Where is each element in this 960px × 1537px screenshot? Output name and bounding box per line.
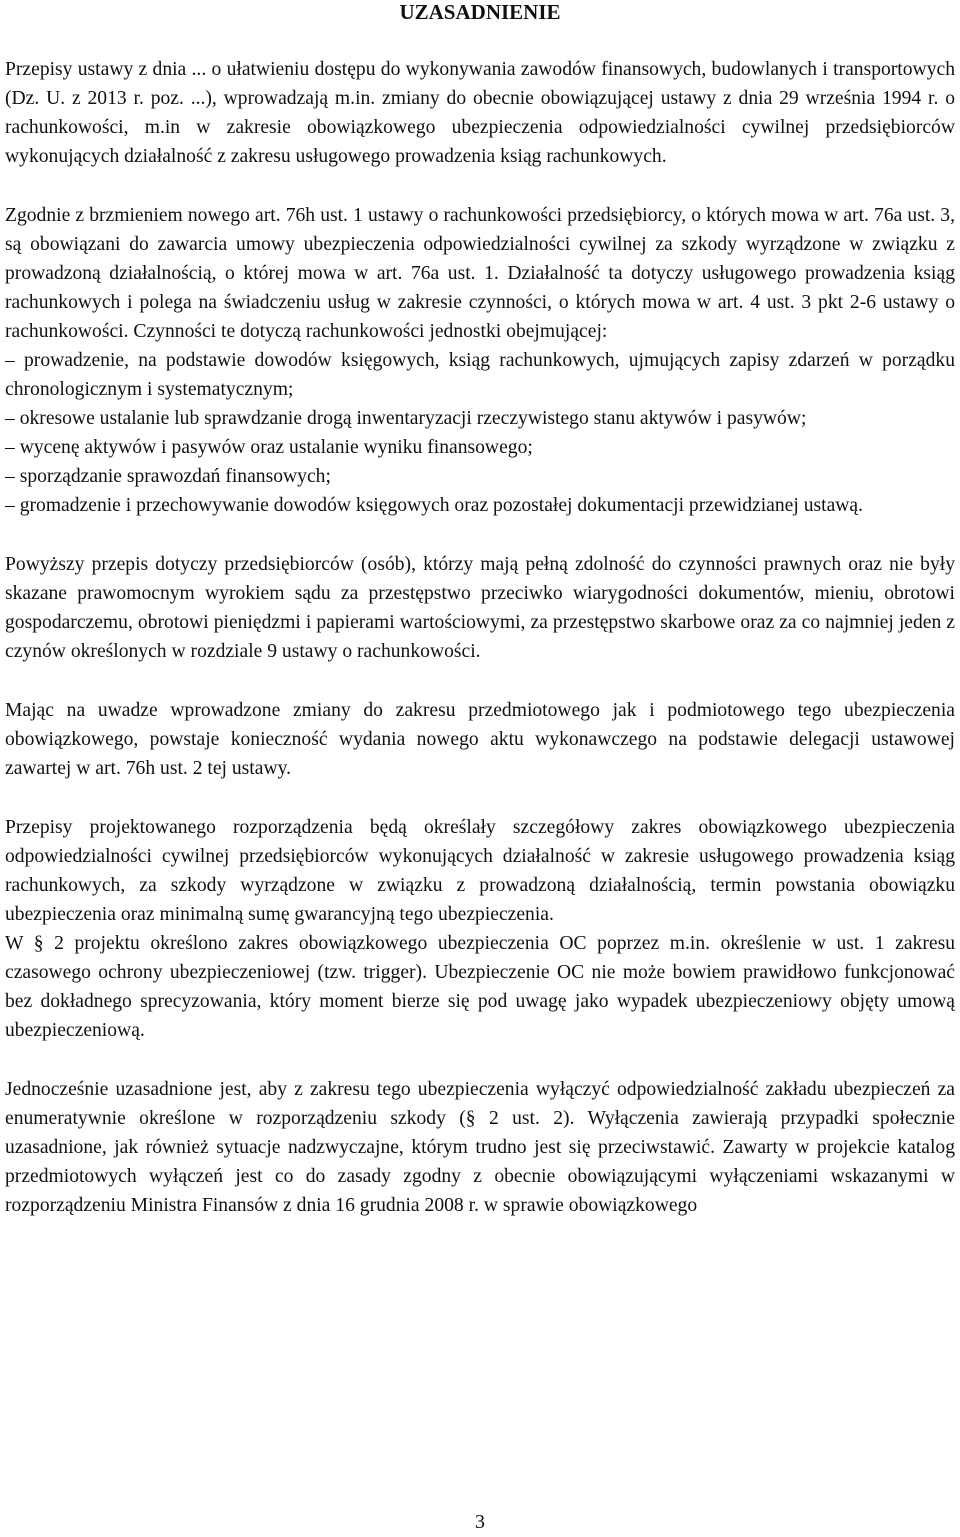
spacer	[5, 171, 955, 201]
list-item: – prowadzenie, na podstawie dowodów księgowych, ksiąg rachunkowych, ujmujących zapisy zdarzeń w porządku chronologicznym i systematycznym;	[5, 350, 955, 400]
spacer	[5, 26, 955, 55]
paragraph-regulation-scope: Przepisy projektowanego rozporządzenia będą określały szczegółowy zakres obowiązkowego ubezpieczenia odpowiedzialności cywilnej przedsiębiorców wykonujących działalność w zakresie usługowego prowadzenia ksiąg rachunkowych, za szkody wyrządzone w związku z prowadzoną działalnością, termin powstania obowiązku ubezpieczenia oraz minimalną sumę gwarancyjną tego ubezpieczenia.	[5, 817, 955, 925]
paragraph-art-76h: Zgodnie z brzmieniem nowego art. 76h ust. 1 ustawy o rachunkowości przedsiębiorcy, o których mowa w art. 76a ust. 3, są obowiązani do zawarcia umowy ubezpieczenia odpowiedzialności cywilnej za szkody wyrządzone w związku z prowadzoną działalnością, o której mowa w art. 76a ust. 1. Działalność ta dotyczy usługowego prowadzenia ksiąg rachunkowych i polega na świadczeniu usług w zakresie czynności, o których mowa w art. 4 ust. 3 pkt 2-6 ustawy o rachunkowości. Czynności te dotyczą rachunkowości jednostki obejmującej:	[5, 205, 955, 342]
spacer	[5, 520, 955, 550]
list-item: – wycenę aktywów i pasywów oraz ustalanie wyniku finansowego;	[5, 437, 533, 458]
paragraph-eligibility: Powyższy przepis dotyczy przedsiębiorców (osób), którzy mają pełną zdolność do czynności prawnych oraz nie były skazane prawomocnym wyrokiem sądu za przestępstwo przeciwko wiarygodności dokumentów, mieniu, obrotowi gospodarczemu, obrotowi pieniędzmi i papierami wartościowymi, za przestępstwo skarbowe oraz za co najmniej jeden z czynów określonych w rozdziale 9 ustawy o rachunkowości.	[5, 554, 955, 662]
list-item: – sporządzanie sprawozdań finansowych;	[5, 466, 331, 487]
paragraph-exclusions: Jednocześnie uzasadnione jest, aby z zakresu tego ubezpieczenia wyłączyć odpowiedzialność zakładu ubezpieczeń za enumeratywnie określone w rozporządzeniu szkody (§ 2 ust. 2). Wyłączenia zawierają przypadki społecznie uzasadnione, jak również sytuacje nadzwyczajne, którym trudno jest się przeciwstawić. Zawarty w projekcie katalog przedmiotowych wyłączeń jest co do zasady zgodny z obecnie obowiązującymi wyłączeniami wskazanymi w rozporządzeniu Ministra Finansów z dnia 16 grudnia 2008 r. w sprawie obowiązkowego	[5, 1079, 955, 1216]
page-number: 3	[475, 1511, 485, 1533]
spacer	[5, 666, 955, 696]
paragraph-new-act: Mając na uwadze wprowadzone zmiany do zakresu przedmiotowego jak i podmiotowego tego ubezpieczenia obowiązkowego, powstaje konieczność wydania nowego aktu wykonawczego na podstawie delegacji ustawowej zawartej w art. 76h ust. 2 tej ustawy.	[5, 700, 955, 779]
spacer	[5, 783, 955, 813]
list-item: – gromadzenie i przechowywanie dowodów księgowych oraz pozostałej dokumentacji przewidzianej ustawą.	[5, 495, 864, 516]
activities-list	[5, 346, 955, 520]
paragraph-intro: Przepisy ustawy z dnia ... o ułatwieniu dostępu do wykonywania zawodów finansowych, budowlanych i transportowych (Dz. U. z 2013 r. poz. ...), wprowadzają m.in. zmiany do obecnie obowiązującej ustawy z dnia 29 września 1994 r. o rachunkowości, m.in w zakresie obowiązkowego ubezpieczenia odpowiedzialności cywilnej przedsiębiorców wykonujących działalność z zakresu usługowego prowadzenia ksiąg rachunkowych.	[5, 59, 955, 167]
document-title: UZASADNIENIE	[399, 0, 561, 24]
spacer	[5, 1045, 955, 1075]
paragraph-section-2: W § 2 projektu określono zakres obowiązkowego ubezpieczenia OC poprzez m.in. określenie w ust. 1 zakresu czasowego ochrony ubezpieczeniowej (tzw. trigger). Ubezpieczenie OC nie może bowiem prawidłowo funkcjonować bez dokładnego sprecyzowania, który moment bierze się pod uwagę jako wypadek ubezpieczeniowy objęty umową ubezpieczeniową.	[5, 933, 955, 1041]
list-item: – okresowe ustalanie lub sprawdzanie drogą inwentaryzacji rzeczywistego stanu aktywów i pasywów;	[5, 408, 807, 429]
document-page	[5, 0, 955, 1220]
